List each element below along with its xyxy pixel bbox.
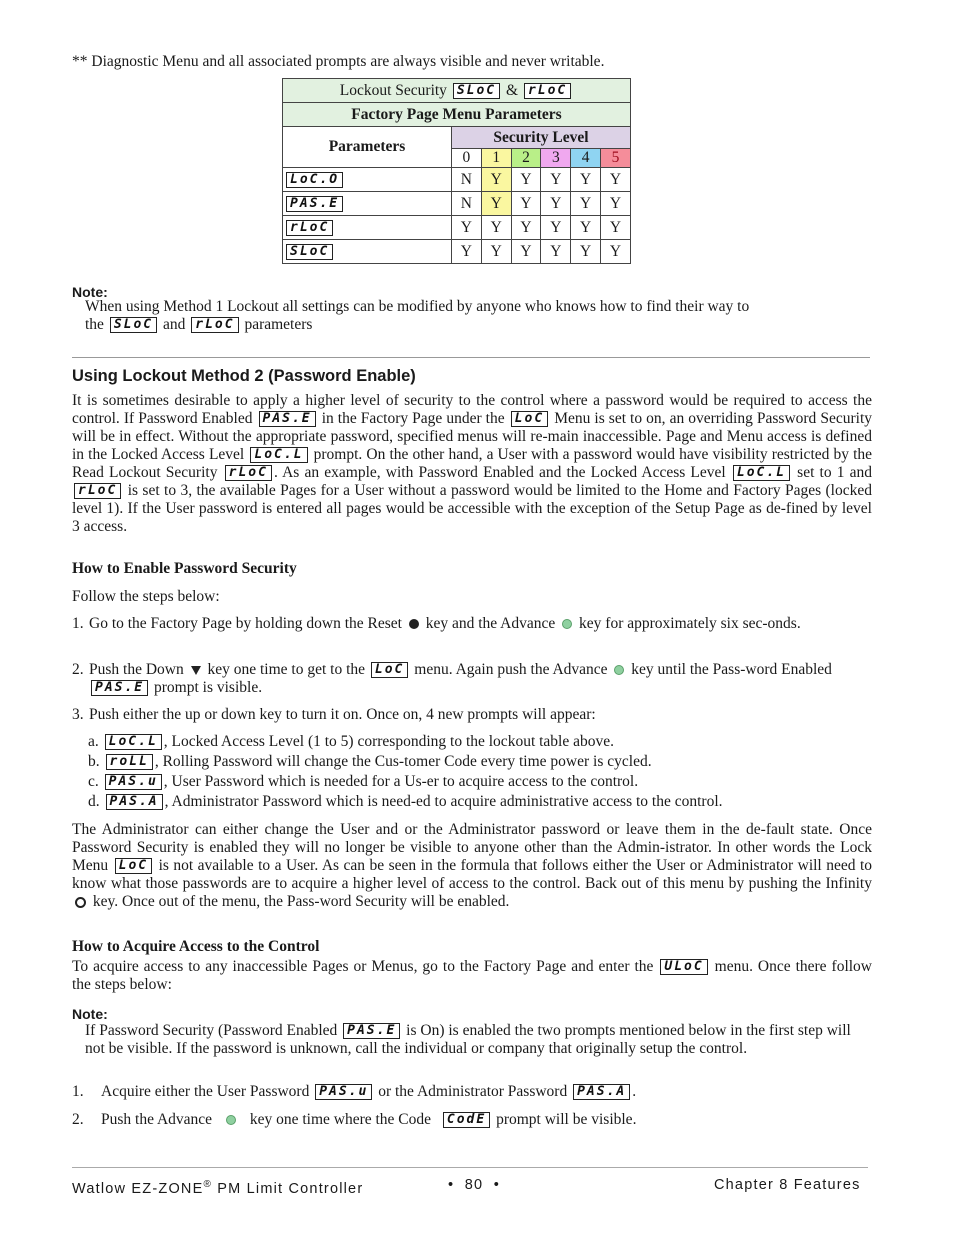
level-value-cell: Y: [481, 168, 511, 192]
advance-key-icon: [614, 665, 624, 675]
diagnostic-note: ** Diagnostic Menu and all associated prompts are always visible and never writable.: [72, 53, 605, 70]
level-header: Security Level: [452, 127, 631, 149]
advance-key-icon: [226, 1115, 236, 1125]
list-item: d. PAS.A , Administrator Password which is need-ed to acquire administrative access to the control.: [88, 793, 723, 810]
section-heading: Using Lockout Method 2 (Password Enable): [72, 367, 416, 385]
lockout-security-table: [282, 78, 631, 264]
lcd-code: LoC: [115, 858, 152, 874]
level-value-cell: Y: [481, 192, 511, 216]
level-value-cell: Y: [571, 192, 601, 216]
step-number: 3.: [72, 706, 84, 723]
lcd-code: SLoC: [110, 317, 157, 333]
lcd-code: PAS.A: [573, 1084, 630, 1100]
step-number: 2.: [72, 1111, 84, 1128]
level-value-cell: N: [452, 168, 482, 192]
level-value-cell: Y: [541, 168, 571, 192]
acquire-step-1: Acquire either the User Password PAS.u or the Administrator Password PAS.A .: [101, 1083, 637, 1100]
level-value-cell: N: [452, 192, 482, 216]
lcd-code: PAS.E: [91, 680, 148, 696]
level-value-cell: Y: [452, 240, 482, 264]
level-value-cell: Y: [511, 168, 541, 192]
lcd-code: PAS.u: [105, 774, 162, 790]
lcd-code: LoC.L: [250, 447, 307, 463]
param-code-cell: [283, 240, 452, 264]
level-0: 0: [452, 149, 482, 168]
step-2: Push the Down key one time to get to the LoC menu. Again push the Advance key until the Pass-word Enabled PAS.E prompt is visible.: [89, 661, 832, 696]
lcd-code: rLoC: [286, 220, 333, 236]
level-4: 4: [571, 149, 601, 168]
list-item: b. roLL , Rolling Password will change the Cus-tomer Code every time power is cycled.: [88, 753, 652, 770]
paragraph-password-intro: It is sometimes desirable to apply a higher level of security to the control where a password would be required to access the control. If Password Enabled PAS.E in the Factory Page under the LoC Menu is set to on, an overriding Password Security will be in effect. Without the appropriate password, specified menus will re-main inaccessible. Page and Menu access is defined in the Locked Access Level LoC.L prompt. On the other hand, a User with a password would have visibility restricted by the Read Lockout Security rLoC . As an example, with Password Enabled and the Locked Access Level LoC.L set to 1 and rLoC is set to 3, the available Pages for a User without a password would be limited to the Home and Factory Pages (locked level 1). If the User password is entered all pages would be accessible with the exception of the Setup Page as de-fined by level 3 access.: [72, 392, 873, 535]
new-prompts-list: [88, 733, 878, 813]
footer-brand: Watlow EZ-ZONE® PM Limit Controller: [72, 1179, 364, 1197]
param-code-cell: [283, 168, 452, 192]
down-key-icon: [191, 666, 201, 675]
lcd-code: PAS.E: [286, 196, 343, 212]
level-value-cell: Y: [541, 192, 571, 216]
level-value-cell: Y: [601, 216, 631, 240]
lcd-code: PAS.u: [315, 1084, 372, 1100]
lcd-code: PAS.A: [106, 794, 163, 810]
table-subtitle: Factory Page Menu Parameters: [283, 103, 631, 127]
lcd-code: rLoC: [524, 83, 571, 99]
lcd-code: SLoC: [453, 83, 500, 99]
lcd-code: rLoC: [225, 465, 272, 481]
lcd-code: roLL: [106, 754, 153, 770]
level-value-cell: Y: [481, 240, 511, 264]
level-1: 1: [481, 149, 511, 168]
step-3: Push either the up or down key to turn it on. Once on, 4 new prompts will appear:: [89, 706, 596, 723]
step-number: 1.: [72, 615, 84, 632]
subheading-acquire-access: How to Acquire Access to the Control: [72, 938, 320, 955]
level-value-cell: Y: [571, 216, 601, 240]
infinity-key-icon: [75, 897, 86, 908]
level-value-cell: Y: [601, 168, 631, 192]
lcd-code: PAS.E: [259, 411, 316, 427]
acquire-step-2: Push the Advance key one time where the Code CodE prompt will be visible.: [101, 1111, 637, 1128]
lcd-code: PAS.E: [343, 1023, 400, 1039]
lcd-code: LoC.L: [733, 465, 790, 481]
level-2: 2: [511, 149, 541, 168]
level-value-cell: Y: [571, 240, 601, 264]
level-value-cell: Y: [541, 240, 571, 264]
level-value-cell: Y: [481, 216, 511, 240]
list-item: a. LoC.L , Locked Access Level (1 to 5) corresponding to the lockout table above.: [88, 733, 615, 750]
level-value-cell: Y: [601, 240, 631, 264]
paragraph-acquire: To acquire access to any inaccessible Pages or Menus, go to the Factory Page and enter the ULoC menu. Once there follow the steps below:: [72, 958, 872, 993]
param-code-cell: [283, 192, 452, 216]
level-5: 5: [601, 149, 631, 168]
table-row: [283, 240, 631, 264]
note-text: If Password Security (Password Enabled PAS.E is On) is enabled the two prompts mentioned below in the first step will not be visible. If the password is unknown, call the individual or company that originally setup the control.: [85, 1022, 851, 1057]
level-value-cell: Y: [541, 216, 571, 240]
level-value-cell: Y: [511, 192, 541, 216]
table-row: [283, 192, 631, 216]
list-item: c. PAS.u , User Password which is needed for a Us-er to acquire access to the control.: [88, 773, 639, 790]
lcd-code: rLoC: [74, 483, 121, 499]
lcd-code: LoC.L: [105, 734, 162, 750]
table-row: [283, 168, 631, 192]
step-1: Go to the Factory Page by holding down the Reset key and the Advance key for approximately six sec-onds.: [89, 615, 801, 632]
note-label: Note:: [72, 1006, 108, 1022]
lcd-code: LoC: [371, 662, 408, 678]
table-row: [283, 216, 631, 240]
paragraph-administrator: The Administrator can either change the User and or the Administrator password or leave them in the de-fault state. Once Password Security is enabled they will no longer be visible to anyone other than the Admin-istrator. In other words the Lock Menu LoC is not available to a User. As can be seen in the formula that follows either the User or Administrator will need to know what those passwords are to acquire a higher level of access to the control. Back out of this menu by pushing the Infinity key. Once out of the menu, the Pass-word Security will be enabled.: [72, 821, 872, 910]
lcd-code: rLoC: [191, 317, 238, 333]
level-value-cell: Y: [452, 216, 482, 240]
param-code-cell: [283, 216, 452, 240]
footer-page-number: • 80 •: [448, 1177, 500, 1193]
lcd-code: LoC.O: [286, 172, 343, 188]
step-number: 1.: [72, 1083, 84, 1100]
lcd-code: CodE: [443, 1112, 490, 1128]
footer-chapter: Chapter 8 Features: [714, 1177, 861, 1193]
note-label: Note:: [72, 284, 108, 300]
step-number: 2.: [72, 661, 84, 678]
section-divider: [72, 357, 870, 358]
lcd-code: SLoC: [286, 244, 333, 260]
level-value-cell: Y: [511, 216, 541, 240]
subheading-enable-password: How to Enable Password Security: [72, 560, 297, 577]
level-3: 3: [541, 149, 571, 168]
note-text: When using Method 1 Lockout all settings can be modified by anyone who knows how to find their way to the SLoC and rLoC parameters: [85, 298, 750, 333]
level-value-cell: Y: [571, 168, 601, 192]
param-header: Parameters: [283, 127, 452, 168]
footer-rule: [72, 1167, 868, 1168]
level-value-cell: Y: [601, 192, 631, 216]
advance-key-icon: [562, 619, 572, 629]
follow-steps-text: Follow the steps below:: [72, 588, 220, 605]
level-value-cell: Y: [511, 240, 541, 264]
table-caption: Lockout Security SLoC & rLoC: [283, 79, 631, 103]
lcd-code: LoC: [511, 411, 548, 427]
lcd-code: ULoC: [660, 959, 707, 975]
reset-key-icon: [409, 619, 419, 629]
